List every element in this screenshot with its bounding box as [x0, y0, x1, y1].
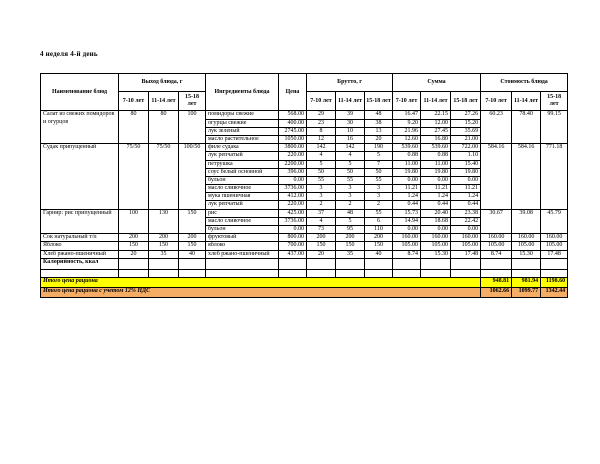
ingredient-gross-cell: 150	[307, 242, 336, 250]
ingredient-gross-cell: 12	[307, 135, 336, 143]
ingredient-sum-cell: 20.40	[421, 209, 451, 217]
ingredient-price-cell: 568.00	[279, 111, 307, 119]
ingredient-sum-cell: 0.00	[421, 176, 451, 184]
menu-cost-table	[40, 73, 568, 298]
ingredient-name-cell: хлеб ржано-пшеничный	[206, 250, 279, 258]
col-header-gross-age-0: 7-10 лет	[307, 92, 336, 111]
dish-cost-cell: 15.30	[512, 250, 541, 258]
ingredient-gross-cell: 55	[365, 176, 393, 184]
empty-cell	[149, 258, 179, 269]
ingredient-gross-cell: 35	[336, 250, 365, 258]
ingredient-price-cell: 3736.00	[279, 185, 307, 193]
ingredient-sum-cell: 105.00	[421, 242, 451, 250]
dish-output-cell: 40	[179, 250, 206, 258]
dish-output-cell: 100	[119, 209, 149, 234]
dish-cost-cell: 584.16	[512, 144, 541, 210]
ingredient-price-cell: 2745.00	[279, 127, 307, 135]
ingredient-gross-cell: 190	[365, 144, 393, 152]
dish-output-cell: 100	[179, 111, 206, 144]
ingredient-gross-cell: 3	[365, 193, 393, 201]
empty-cell	[206, 269, 279, 277]
ingredient-sum-cell: 18.68	[421, 217, 451, 225]
dish-cost-cell: 160.00	[481, 234, 512, 242]
calories-row	[41, 258, 568, 269]
total-value-cell: 1198.60	[541, 277, 568, 287]
ingredient-gross-cell: 200	[336, 234, 365, 242]
empty-cell	[336, 269, 365, 277]
ingredient-gross-cell: 20	[307, 250, 336, 258]
ingredient-name-cell: рис	[206, 209, 279, 217]
ingredient-price-cell: 220.00	[279, 152, 307, 160]
ingredient-gross-cell: 39	[336, 111, 365, 119]
dish-name-cell: Судак припущенный	[41, 144, 119, 210]
dish-cost-cell: 17.48	[541, 250, 568, 258]
total-label-cell: Итого цена рациона с учетом 12% НДС	[41, 287, 481, 297]
ingredient-sum-cell: 27.45	[421, 127, 451, 135]
dish-cost-cell: 105.00	[481, 242, 512, 250]
ingredient-gross-cell: 5	[365, 152, 393, 160]
empty-cell	[541, 258, 568, 269]
total-row	[41, 277, 568, 287]
col-header-cost-age-0: 7-10 лет	[481, 92, 512, 111]
ingredient-sum-cell: 105.00	[451, 242, 481, 250]
dish-output-cell: 75/50	[149, 144, 179, 210]
ingredient-sum-cell: 1.24	[451, 193, 481, 201]
total-value-cell: 1342.44	[541, 287, 568, 297]
ingredient-sum-cell: 539.60	[393, 144, 421, 152]
ingredient-sum-cell: 19.80	[451, 168, 481, 176]
dish-row	[41, 242, 568, 250]
dish-cost-cell: 584.16	[481, 144, 512, 210]
ingredient-price-cell: 220.00	[279, 201, 307, 209]
ingredient-sum-cell: 539.60	[421, 144, 451, 152]
ingredient-sum-cell: 11.21	[393, 185, 421, 193]
ingredient-sum-cell: 8.74	[393, 250, 421, 258]
ingredient-gross-cell: 150	[336, 242, 365, 250]
ingredient-sum-cell: 17.48	[451, 250, 481, 258]
dish-output-cell: 100/50	[179, 144, 206, 210]
total-value-cell: 981.94	[512, 277, 541, 287]
dish-cost-cell: 39.08	[512, 209, 541, 234]
ingredient-gross-cell: 3	[307, 185, 336, 193]
ingredient-name-cell: филе судака	[206, 144, 279, 152]
empty-cell	[451, 269, 481, 277]
ingredient-gross-cell: 95	[336, 226, 365, 234]
ingredient-gross-cell: 29	[307, 111, 336, 119]
ingredient-sum-cell: 12.00	[421, 119, 451, 127]
ingredient-gross-cell: 4	[336, 152, 365, 160]
empty-cell	[179, 269, 206, 277]
ingredient-gross-cell: 142	[336, 144, 365, 152]
dish-output-cell: 20	[119, 250, 149, 258]
col-header-sum: Сумма	[393, 74, 481, 92]
dish-output-cell: 200	[179, 234, 206, 242]
dish-cost-cell: 771.18	[541, 144, 568, 210]
ingredient-sum-cell: 0.44	[421, 201, 451, 209]
ingredient-price-cell: 3736.00	[279, 217, 307, 225]
empty-cell	[119, 269, 149, 277]
dish-output-cell: 35	[149, 250, 179, 258]
ingredient-gross-cell: 55	[336, 176, 365, 184]
col-header-output-age-2: 15-18 лет	[179, 92, 206, 111]
col-header-sum-age-0: 7-10 лет	[393, 92, 421, 111]
page-title: 4 неделя 4-й день	[40, 50, 98, 58]
ingredient-gross-cell: 55	[307, 176, 336, 184]
ingredient-gross-cell: 5	[336, 217, 365, 225]
empty-cell	[421, 258, 451, 269]
ingredient-sum-cell: 15.20	[451, 119, 481, 127]
ingredient-gross-cell: 20	[365, 135, 393, 143]
dish-name-cell: Салат из свежих помидоров и огурцов	[41, 111, 119, 144]
ingredient-sum-cell: 160.00	[393, 234, 421, 242]
spacer-row	[41, 269, 568, 277]
ingredient-price-cell: 0.00	[279, 176, 307, 184]
ingredient-name-cell: фруктовый	[206, 234, 279, 242]
dish-row	[41, 250, 568, 258]
col-header-sum-age-2: 15-18 лет	[451, 92, 481, 111]
ingredient-gross-cell: 5	[307, 160, 336, 168]
ingredient-gross-cell: 16	[336, 135, 365, 143]
ingredient-sum-cell: 0.00	[393, 226, 421, 234]
ingredient-sum-cell: 1.10	[451, 152, 481, 160]
empty-cell	[512, 269, 541, 277]
table-header	[41, 74, 568, 111]
dish-output-cell: 200	[119, 234, 149, 242]
ingredient-name-cell: лук репчатый	[206, 201, 279, 209]
ingredient-gross-cell: 200	[365, 234, 393, 242]
ingredient-sum-cell: 11.21	[421, 185, 451, 193]
col-header-ingredients: Ингредиенты блюда	[206, 74, 279, 111]
dish-output-cell: 150	[179, 242, 206, 250]
ingredient-gross-cell: 50	[365, 168, 393, 176]
dish-output-cell: 130	[149, 209, 179, 234]
ingredient-sum-cell: 16.80	[421, 135, 451, 143]
ingredient-sum-cell: 22.15	[421, 111, 451, 119]
ingredient-name-cell: масло сливочное	[206, 217, 279, 225]
empty-cell	[421, 269, 451, 277]
empty-cell	[481, 258, 512, 269]
dish-cost-cell: 8.74	[481, 250, 512, 258]
dish-output-cell: 75/50	[119, 144, 149, 210]
ingredient-sum-cell: 0.44	[451, 201, 481, 209]
ingredient-sum-cell: 16.47	[393, 111, 421, 119]
ingredient-sum-cell: 1.24	[421, 193, 451, 201]
ingredient-gross-cell: 30	[336, 119, 365, 127]
ingredient-sum-cell: 0.88	[393, 152, 421, 160]
ingredient-price-cell: 800.00	[279, 234, 307, 242]
empty-cell	[336, 258, 365, 269]
empty-cell	[393, 269, 421, 277]
empty-cell	[365, 269, 393, 277]
ingredient-sum-cell: 21.00	[451, 135, 481, 143]
ingredient-sum-cell: 14.94	[393, 217, 421, 225]
ingredient-sum-cell: 12.60	[393, 135, 421, 143]
ingredient-sum-cell: 9.20	[393, 119, 421, 127]
ingredient-price-cell: 400.00	[279, 119, 307, 127]
empty-cell	[365, 258, 393, 269]
dish-cost-cell: 45.79	[541, 209, 568, 234]
dish-cost-cell: 78.40	[512, 111, 541, 144]
col-header-gross: Брутто, г	[307, 74, 393, 92]
ingredient-name-cell: огурцы свежие	[206, 119, 279, 127]
ingredient-name-cell: масло растительное	[206, 135, 279, 143]
ingredient-gross-cell: 200	[307, 234, 336, 242]
ingredient-gross-cell: 8	[307, 127, 336, 135]
dish-cost-cell: 30.67	[481, 209, 512, 234]
ingredient-sum-cell: 0.00	[393, 176, 421, 184]
ingredient-sum-cell: 0.00	[451, 226, 481, 234]
dish-cost-cell: 99.15	[541, 111, 568, 144]
ingredient-sum-cell: 22.42	[451, 217, 481, 225]
empty-cell	[512, 258, 541, 269]
total-vat-row	[41, 287, 568, 297]
col-header-cost-age-1: 11-14 лет	[512, 92, 541, 111]
ingredient-name-cell: петрушка	[206, 160, 279, 168]
ingredient-name-cell: мука пшеничная	[206, 193, 279, 201]
dish-output-cell: 150	[119, 242, 149, 250]
ingredient-gross-cell: 2	[336, 201, 365, 209]
ingredient-gross-cell: 37	[307, 209, 336, 217]
ingredient-sum-cell: 0.88	[421, 152, 451, 160]
ingredient-price-cell: 700.00	[279, 242, 307, 250]
ingredient-sum-cell: 722.00	[451, 144, 481, 152]
ingredient-gross-cell: 142	[307, 144, 336, 152]
empty-cell	[541, 269, 568, 277]
dish-cost-cell: 105.00	[512, 242, 541, 250]
ingredient-sum-cell: 27.26	[451, 111, 481, 119]
ingredient-gross-cell: 50	[307, 168, 336, 176]
ingredient-sum-cell: 160.00	[421, 234, 451, 242]
ingredient-sum-cell: 0.00	[421, 226, 451, 234]
dish-cost-cell: 160.00	[512, 234, 541, 242]
col-header-gross-age-1: 11-14 лет	[336, 92, 365, 111]
col-header-cost: Стоимость блюда	[481, 74, 568, 92]
ingredient-price-cell: 1050.00	[279, 135, 307, 143]
total-value-cell: 1062.66	[481, 287, 512, 297]
dish-name-cell: Яблоко	[41, 242, 119, 250]
empty-cell	[451, 258, 481, 269]
ingredient-sum-cell: 11.21	[451, 185, 481, 193]
dish-name-cell: Хлеб ржано-пшеничный	[41, 250, 119, 258]
ingredient-name-cell: соус белый основной	[206, 168, 279, 176]
ingredient-gross-cell: 48	[336, 209, 365, 217]
ingredient-name-cell: бульон	[206, 226, 279, 234]
ingredient-gross-cell: 38	[365, 119, 393, 127]
col-header-cost-age-2: 15-18 лет	[541, 92, 568, 111]
empty-cell	[481, 269, 512, 277]
ingredient-price-cell: 396.00	[279, 168, 307, 176]
dish-name-cell: Сок натуральный т/п	[41, 234, 119, 242]
col-header-output: Выход блюда, г	[119, 74, 206, 92]
dish-name-cell: Гарнир: рис припущенный	[41, 209, 119, 234]
ingredient-sum-cell: 15.73	[393, 209, 421, 217]
ingredient-sum-cell: 0.44	[393, 201, 421, 209]
dish-row	[41, 209, 568, 217]
ingredient-gross-cell: 3	[336, 193, 365, 201]
ingredient-gross-cell: 73	[307, 226, 336, 234]
empty-cell	[393, 258, 421, 269]
total-label-cell: Итого цена рациона	[41, 277, 481, 287]
empty-cell	[307, 258, 336, 269]
ingredient-sum-cell: 0.00	[451, 176, 481, 184]
dish-cost-cell: 105.00	[541, 242, 568, 250]
ingredient-sum-cell: 11.00	[421, 160, 451, 168]
ingredient-name-cell: яблоко	[206, 242, 279, 250]
ingredient-name-cell: лук зеленый	[206, 127, 279, 135]
table-body	[41, 111, 568, 297]
col-header-price: Цена	[279, 74, 307, 111]
dish-output-cell: 150	[149, 242, 179, 250]
dish-row	[41, 144, 568, 152]
ingredient-name-cell: лук репчатый	[206, 152, 279, 160]
ingredient-gross-cell: 10	[336, 127, 365, 135]
ingredient-sum-cell: 35.69	[451, 127, 481, 135]
ingredient-gross-cell: 3	[336, 185, 365, 193]
ingredient-sum-cell: 23.38	[451, 209, 481, 217]
dish-cost-cell: 160.00	[541, 234, 568, 242]
empty-cell	[149, 269, 179, 277]
ingredient-price-cell: 2200.00	[279, 160, 307, 168]
empty-cell	[279, 258, 307, 269]
empty-cell	[279, 269, 307, 277]
total-value-cell: 1099.77	[512, 287, 541, 297]
dish-row	[41, 111, 568, 119]
ingredient-gross-cell: 48	[365, 111, 393, 119]
ingredient-gross-cell: 3	[365, 185, 393, 193]
empty-cell	[206, 258, 279, 269]
dish-output-cell: 150	[179, 209, 206, 234]
ingredient-gross-cell: 7	[365, 160, 393, 168]
ingredient-name-cell: помидоры свежие	[206, 111, 279, 119]
ingredient-gross-cell: 2	[307, 201, 336, 209]
ingredient-price-cell: 0.00	[279, 226, 307, 234]
dish-cost-cell: 60.23	[481, 111, 512, 144]
ingredient-gross-cell: 55	[365, 209, 393, 217]
col-header-output-age-1: 11-14 лет	[149, 92, 179, 111]
ingredient-price-cell: 425.00	[279, 209, 307, 217]
calories-label-cell: Калорийность, ккал	[41, 258, 119, 269]
ingredient-sum-cell: 19.80	[393, 168, 421, 176]
ingredient-gross-cell: 4	[307, 152, 336, 160]
ingredient-name-cell: бульон	[206, 176, 279, 184]
dish-output-cell: 200	[149, 234, 179, 242]
ingredient-gross-cell: 110	[365, 226, 393, 234]
dish-output-cell: 80	[149, 111, 179, 144]
ingredient-gross-cell: 6	[365, 217, 393, 225]
ingredient-gross-cell: 50	[336, 168, 365, 176]
ingredient-sum-cell: 1.24	[393, 193, 421, 201]
empty-cell	[307, 269, 336, 277]
ingredient-price-cell: 3800.00	[279, 144, 307, 152]
ingredient-gross-cell: 5	[336, 160, 365, 168]
ingredient-sum-cell: 11.00	[393, 160, 421, 168]
ingredient-gross-cell: 40	[365, 250, 393, 258]
ingredient-gross-cell: 4	[307, 217, 336, 225]
dish-row	[41, 234, 568, 242]
empty-cell	[119, 258, 149, 269]
ingredient-sum-cell: 21.96	[393, 127, 421, 135]
ingredient-name-cell: масло сливочное	[206, 185, 279, 193]
col-header-output-age-0: 7-10 лет	[119, 92, 149, 111]
ingredient-price-cell: 412.00	[279, 193, 307, 201]
col-header-gross-age-2: 15-18 лет	[365, 92, 393, 111]
ingredient-sum-cell: 15.30	[421, 250, 451, 258]
ingredient-gross-cell: 13	[365, 127, 393, 135]
dish-output-cell: 80	[119, 111, 149, 144]
ingredient-gross-cell: 23	[307, 119, 336, 127]
ingredient-price-cell: 437.00	[279, 250, 307, 258]
empty-cell	[41, 269, 119, 277]
total-value-cell: 948.81	[481, 277, 512, 287]
ingredient-gross-cell: 150	[365, 242, 393, 250]
ingredient-sum-cell: 105.00	[393, 242, 421, 250]
ingredient-sum-cell: 15.40	[451, 160, 481, 168]
col-header-dish-name: Наименование блюд	[41, 74, 119, 111]
ingredient-sum-cell: 19.80	[421, 168, 451, 176]
ingredient-sum-cell: 160.00	[451, 234, 481, 242]
empty-cell	[179, 258, 206, 269]
ingredient-gross-cell: 3	[307, 193, 336, 201]
ingredient-gross-cell: 2	[365, 201, 393, 209]
col-header-sum-age-1: 11-14 лет	[421, 92, 451, 111]
